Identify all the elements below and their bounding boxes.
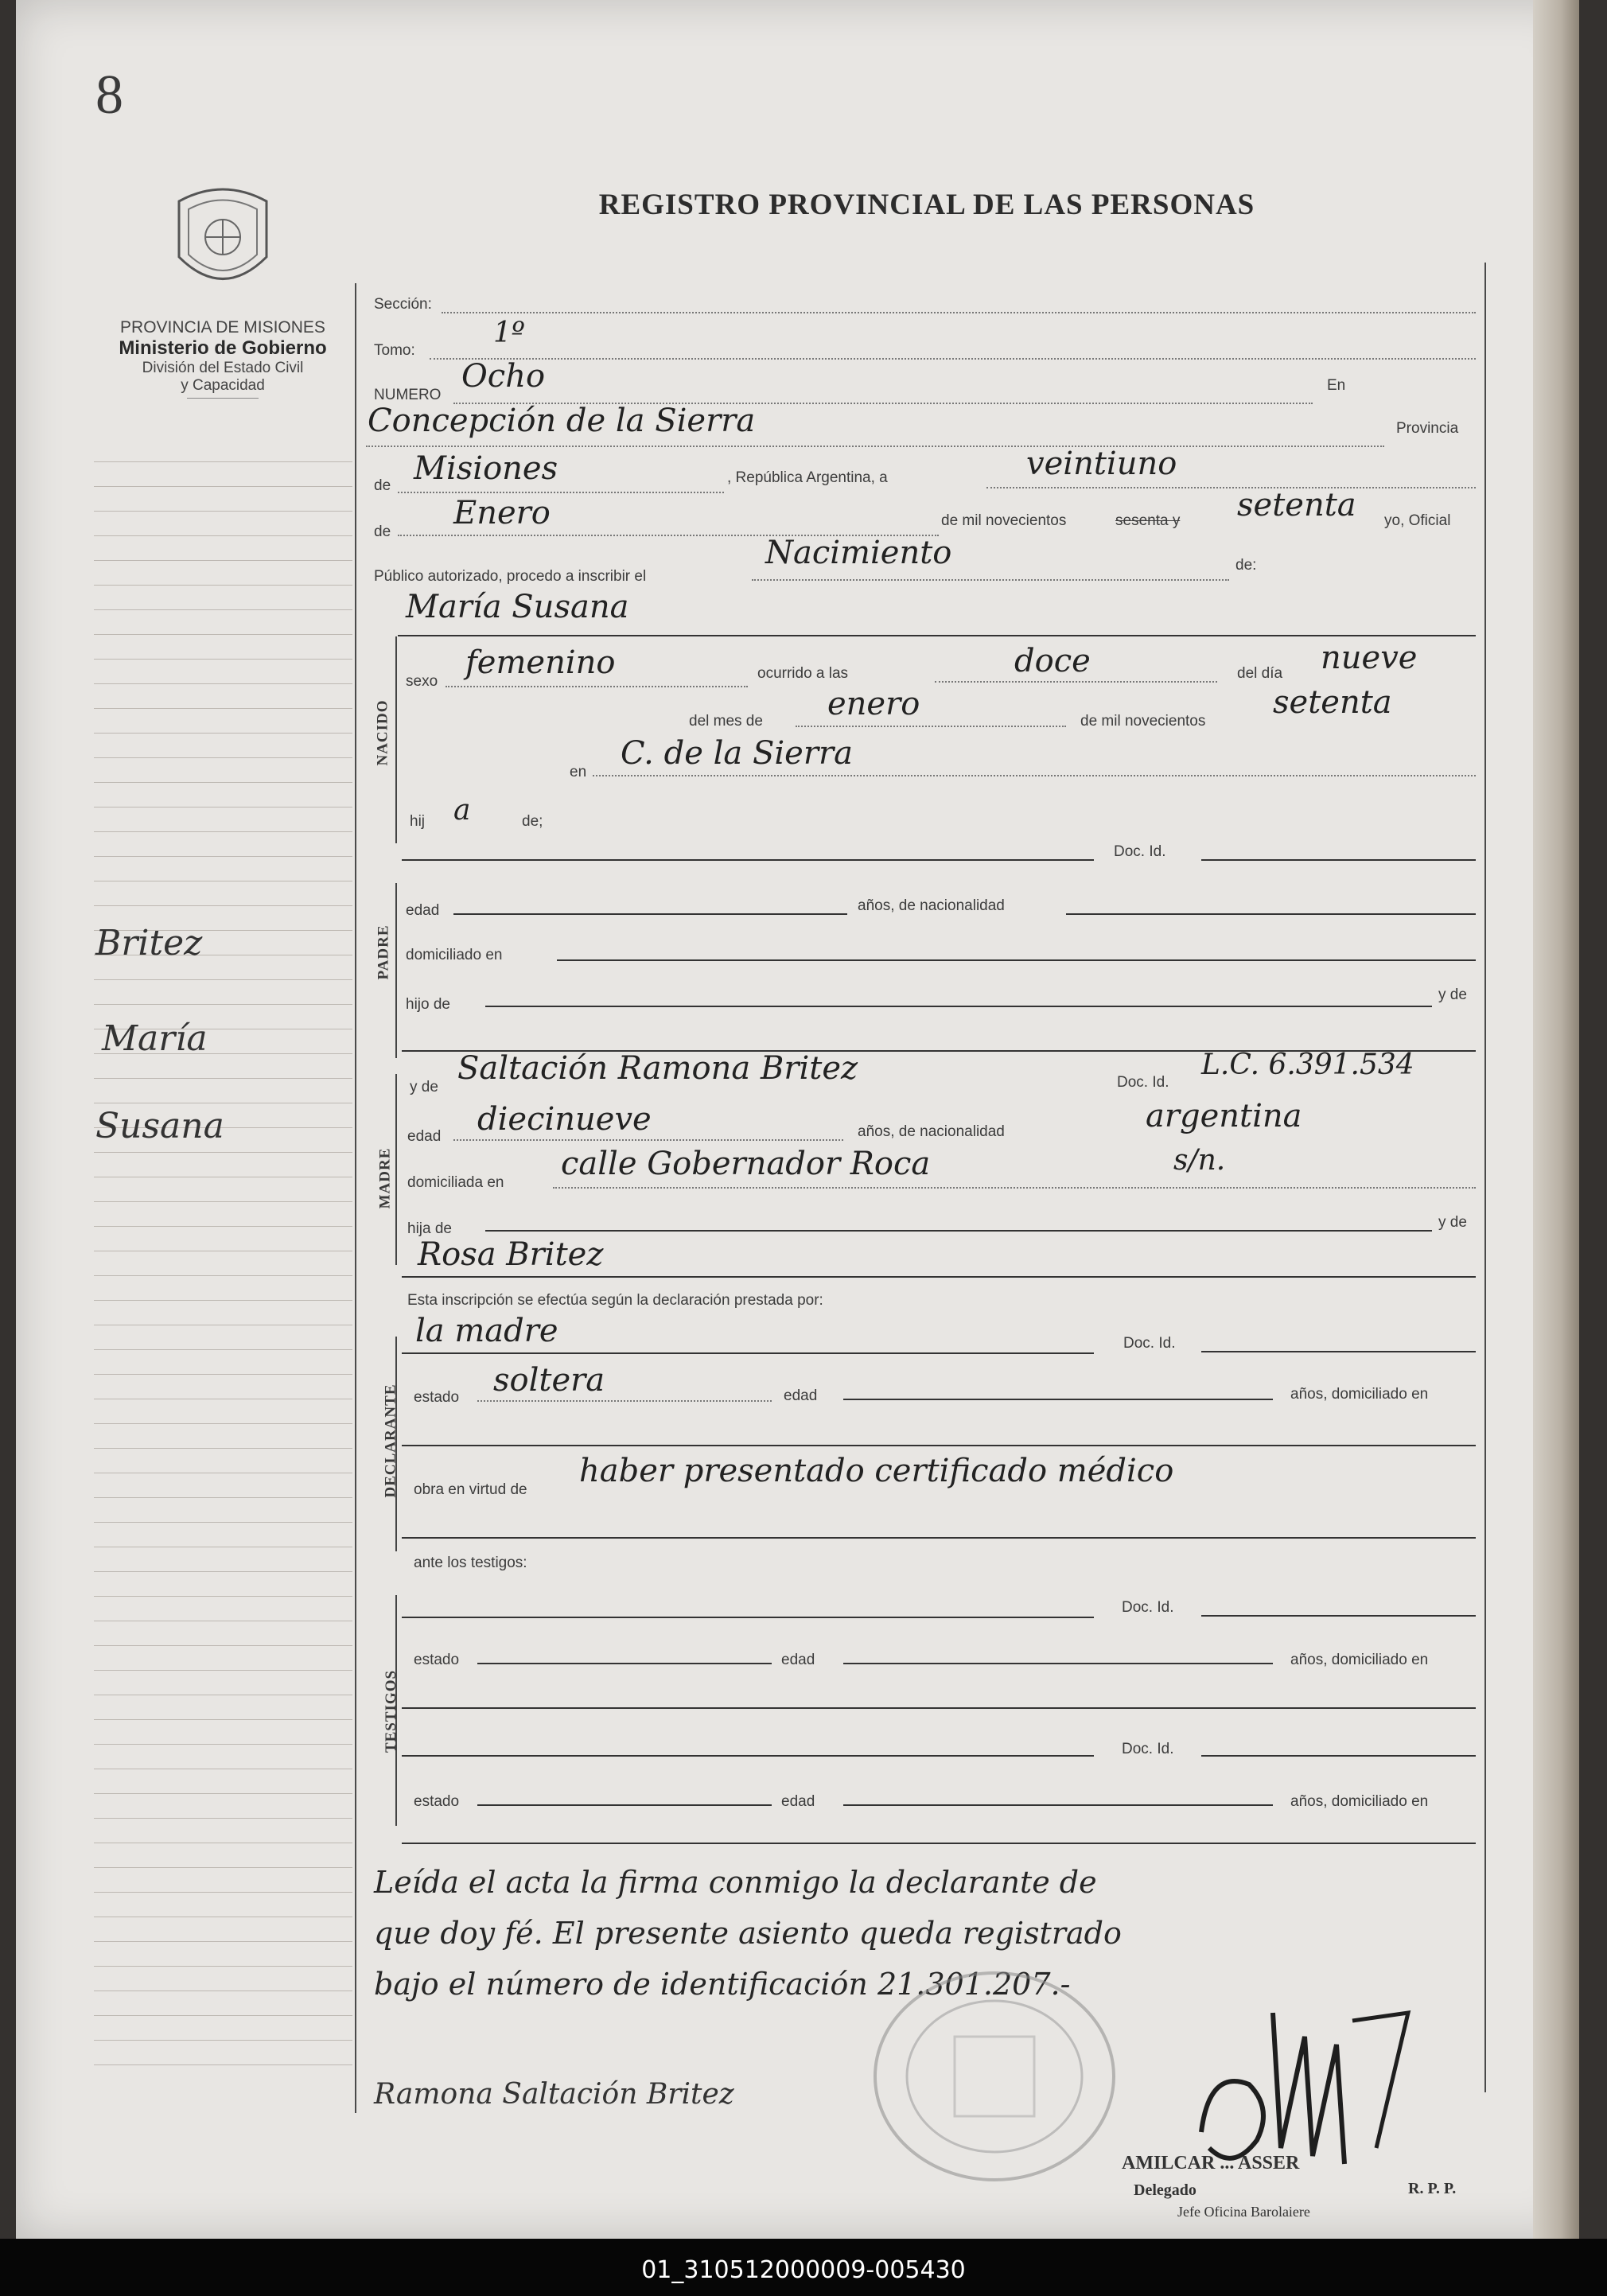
closing-line-2: que doy fé. El presente asiento queda registrado — [374, 1916, 1122, 1951]
nacido-section-label: NACIDO — [374, 699, 391, 766]
republica-label: , República Argentina, a — [727, 469, 888, 486]
closing-line-3: bajo el número de identificación 21.301.207.- — [374, 1967, 1071, 2002]
numero-value: Ocho — [461, 358, 546, 395]
padre-y-de-label: y de — [1438, 987, 1467, 1003]
madre-edad-line — [453, 1139, 843, 1141]
de-label-2: de — [374, 523, 391, 540]
ocurrido-label: ocurrido a las — [757, 665, 849, 682]
nacido-nombre-line — [398, 635, 1476, 636]
seccion-line — [442, 312, 1476, 313]
margin-rule — [94, 535, 352, 536]
margin-rule — [94, 1744, 352, 1745]
sexo-label: sexo — [406, 673, 438, 690]
nacido-bracket — [395, 636, 397, 843]
dia-nac-value: nueve — [1321, 640, 1418, 676]
obra-line-2 — [402, 1537, 1476, 1539]
hora-line — [935, 681, 1217, 683]
agency-ministry: Ministerio de Gobierno — [119, 337, 327, 359]
testigos-label: ante los testigos: — [414, 1555, 527, 1571]
sexo-value: femenino — [465, 644, 616, 681]
declarante-doc-line — [1201, 1351, 1476, 1352]
declarante-doc-label: Doc. Id. — [1123, 1335, 1176, 1352]
margin-rule — [94, 1793, 352, 1794]
margin-rule — [94, 1719, 352, 1720]
testigo1-edad-line — [843, 1663, 1273, 1664]
margin-rule — [94, 2015, 352, 2016]
anio-nac-value: setenta — [1273, 684, 1392, 721]
tomo-label: Tomo: — [374, 342, 415, 359]
acto-line — [752, 579, 1229, 581]
document-title: REGISTRO PROVINCIAL DE LAS PERSONAS — [598, 189, 1255, 221]
padre-nacionalidad-line — [1066, 913, 1476, 915]
madre-bracket — [395, 1074, 397, 1265]
margin-rule — [94, 461, 352, 462]
margin-rule — [94, 1078, 352, 1079]
padre-doc-line — [1201, 859, 1476, 861]
padre-nacionalidad-label: años, de nacionalidad — [858, 897, 1005, 914]
padre-section-label: PADRE — [375, 924, 392, 980]
testigo1-estado-line — [477, 1663, 772, 1664]
lugar-nac-value: C. de la Sierra — [621, 735, 853, 772]
testigo1-doc-line — [1201, 1615, 1476, 1617]
madre-edad-value: diecinueve — [477, 1101, 652, 1138]
margin-rule — [94, 486, 352, 487]
agency-division: División del Estado Civil — [142, 360, 304, 376]
madre-nacionalidad-label: años, de nacionalidad — [858, 1123, 1005, 1140]
margin-rule — [94, 609, 352, 610]
obra-value: haber presentado certificado médico — [579, 1453, 1174, 1489]
dia-line — [986, 487, 1476, 488]
closing-line-1: Leída el acta la firma conmigo la declarante de — [374, 1865, 1097, 1900]
declarante-estado-label: estado — [414, 1389, 460, 1406]
testigo1-nombre-line — [402, 1617, 1094, 1618]
margin-rule — [94, 1423, 352, 1424]
official-org: R. P. P. — [1408, 2180, 1457, 2197]
mes-nac-value: enero — [827, 686, 920, 722]
margin-rule — [94, 831, 352, 832]
testigos-section-label: TESTIGOS — [383, 1669, 400, 1753]
madre-nacionalidad-value: argentina — [1146, 1098, 1302, 1134]
madre-domicilio-value: calle Gobernador Roca — [561, 1146, 931, 1182]
sexo-line — [446, 686, 748, 687]
dia-value: veintiuno — [1026, 446, 1177, 482]
margin-rule — [94, 683, 352, 684]
margin-rule — [94, 856, 352, 857]
testigo2-estado-label: estado — [414, 1793, 460, 1810]
declarante-edad-line — [843, 1399, 1273, 1400]
tomo-value: 1º — [493, 317, 525, 349]
madre-hija-label: hija de — [407, 1220, 452, 1237]
testigo2-nombre-line — [402, 1755, 1094, 1757]
margin-rule — [94, 1275, 352, 1276]
margin-rule — [94, 1571, 352, 1572]
margin-rule — [94, 1374, 352, 1375]
hij-label: hij — [410, 813, 426, 830]
testigo2-doc-label: Doc. Id. — [1122, 1741, 1174, 1757]
testigo2-edad-line — [843, 1804, 1273, 1806]
testigo2-domiciliado-label: años, domiciliado en — [1290, 1793, 1429, 1810]
margin-rule — [94, 659, 352, 660]
margin-rule — [94, 1670, 352, 1671]
declarante-domiciliado-label: años, domiciliado en — [1290, 1386, 1429, 1403]
de-label: de — [374, 477, 391, 494]
margin-rule — [94, 757, 352, 758]
margin-rule — [94, 560, 352, 561]
testigo2-doc-line — [1201, 1755, 1476, 1757]
testigo1-domiciliado-label: años, domiciliado en — [1290, 1652, 1429, 1668]
margin-rule — [94, 1152, 352, 1153]
madre-section-label: MADRE — [376, 1147, 394, 1209]
madre-nombre: Saltación Ramona Britez — [457, 1050, 858, 1087]
testigo2-estado-line — [477, 1804, 772, 1806]
declarante-edad-label: edad — [784, 1387, 818, 1404]
declarante-section-label: DECLARANTE — [382, 1383, 399, 1498]
official-role: Delegado — [1134, 2181, 1196, 2199]
issuing-agency — [88, 318, 358, 399]
margin-rule — [94, 1522, 352, 1523]
margin-rule — [94, 782, 352, 783]
lugar-value: Concepción de la Sierra — [368, 403, 756, 439]
declarante-nombre: la madre — [415, 1313, 558, 1349]
agency-capacity: y Capacidad — [181, 377, 265, 394]
padre-hijo-line — [485, 1006, 1432, 1007]
provincia-line — [398, 492, 724, 493]
madre-domicilio-extra: s/n. — [1173, 1144, 1226, 1177]
padre-nombre-line — [402, 859, 1094, 861]
mes-nac-line — [796, 726, 1066, 727]
testigo2-edad-label: edad — [781, 1793, 815, 1810]
margin-rule — [94, 1349, 352, 1350]
declarant-signature: Ramona Saltación Britez — [374, 2078, 734, 2111]
footer-id: 01_310512000009-005430 — [641, 2256, 966, 2284]
margin-rule — [94, 1941, 352, 1942]
madre-doc-label: Doc. Id. — [1117, 1074, 1169, 1091]
margin-rule — [94, 1497, 352, 1498]
madre-y-de-label: y de — [410, 1079, 438, 1095]
official-stamp-icon — [867, 1965, 1122, 2188]
testigo1-edad-label: edad — [781, 1652, 815, 1668]
margin-rule — [94, 1645, 352, 1646]
madre-domiciliada-label: domiciliada en — [407, 1174, 504, 1191]
margin-rule — [94, 979, 352, 980]
obra-label: obra en virtud de — [414, 1481, 527, 1498]
margin-rule — [94, 1818, 352, 1819]
margin-rule — [94, 634, 352, 635]
provincia-value: Misiones — [414, 450, 558, 487]
margin-rule — [94, 1966, 352, 1967]
agency-rule — [187, 398, 259, 399]
testigo1-domicilio-line — [402, 1707, 1476, 1709]
madre-edad-label: edad — [407, 1128, 442, 1145]
mil-nac-label: de mil novecientos — [1080, 713, 1206, 730]
margin-rule — [94, 2040, 352, 2041]
margin-rule — [94, 1004, 352, 1005]
hij-value: a — [453, 794, 471, 827]
margin-rule — [94, 1300, 352, 1301]
declarante-domicilio-line — [402, 1445, 1476, 1446]
hora-value: doce — [1014, 643, 1091, 679]
nacido-nombre: María Susana — [406, 589, 629, 625]
lugar-nac-line — [593, 775, 1476, 776]
declarante-estado-value: soltera — [493, 1362, 605, 1399]
padre-hijo-label: hijo de — [406, 996, 450, 1013]
madre-de-madre: Rosa Britez — [418, 1236, 604, 1273]
mil-label: de mil novecientos — [941, 512, 1067, 529]
margin-rule — [94, 905, 352, 906]
margin-rule — [94, 1226, 352, 1227]
registrar-signature-icon — [1185, 1989, 1440, 2180]
padre-doc-label: Doc. Id. — [1114, 843, 1166, 860]
del-mes-label: del mes de — [689, 713, 763, 730]
margin-rule — [94, 585, 352, 586]
madre-doc-value: L.C. 6.391.534 — [1201, 1049, 1414, 1081]
mes-value: Enero — [453, 495, 551, 531]
margin-divider — [355, 283, 356, 2113]
madre-hija-line — [485, 1230, 1432, 1232]
numero-label: NUMERO — [374, 387, 442, 403]
provincial-seal-icon — [171, 181, 274, 301]
padre-edad-line — [453, 913, 847, 915]
margin-first-name: María — [102, 1018, 208, 1059]
testigo1-estado-label: estado — [414, 1652, 460, 1668]
declarante-estado-line — [477, 1400, 772, 1402]
margin-rule — [94, 1448, 352, 1449]
declarante-nombre-line — [402, 1352, 1094, 1354]
padre-domiciliado-label: domiciliado en — [406, 947, 503, 963]
agency-province: PROVINCIA DE MISIONES — [120, 318, 325, 337]
tomo-line — [430, 358, 1476, 360]
page-edge — [1533, 0, 1579, 2239]
year-value: setenta — [1237, 487, 1356, 523]
left-margin-lines — [94, 461, 352, 2108]
margin-rule — [94, 1201, 352, 1202]
official-name: AMILCAR ... ASSER — [1122, 2153, 1300, 2173]
page-number: 8 — [95, 64, 123, 126]
de-semi-label: de; — [522, 813, 543, 830]
padre-edad-label: edad — [406, 902, 440, 919]
margin-rule — [94, 2064, 352, 2065]
provincia-label: Provincia — [1396, 420, 1459, 437]
padre-domicilio-line — [557, 959, 1476, 961]
oficial-label: yo, Oficial — [1384, 512, 1451, 529]
official-office: Jefe Oficina Barolaiere — [1177, 2204, 1310, 2220]
year-struck: sesenta y — [1115, 512, 1181, 529]
lugar-line — [366, 446, 1384, 447]
padre-bracket — [395, 883, 397, 1058]
en-label: En — [1327, 377, 1346, 394]
seccion-label: Sección: — [374, 296, 432, 313]
margin-rule — [94, 511, 352, 512]
right-border — [1484, 263, 1486, 2092]
margin-rule — [94, 1867, 352, 1868]
margin-rule — [94, 733, 352, 734]
del-dia-label: del día — [1237, 665, 1283, 682]
publico-label: Público autorizado, procedo a inscribir el — [374, 568, 647, 585]
acto-value: Nacimiento — [765, 535, 952, 571]
testigo2-domicilio-line — [402, 1843, 1476, 1844]
inscripcion-text: Esta inscripción se efectúa según la declaración prestada por: — [407, 1292, 823, 1309]
madre-y-de-2-label: y de — [1438, 1214, 1467, 1231]
margin-rule — [94, 1596, 352, 1597]
en-nac-label: en — [570, 764, 587, 780]
madre-de-madre-line — [402, 1276, 1476, 1278]
testigo1-doc-label: Doc. Id. — [1122, 1599, 1174, 1616]
de-colon-label: de: — [1235, 557, 1257, 574]
margin-rule — [94, 1892, 352, 1893]
margin-rule — [94, 708, 352, 709]
madre-domicilio-line — [553, 1187, 1476, 1189]
margin-second-name: Susana — [95, 1106, 224, 1146]
margin-surname: Britez — [95, 923, 203, 963]
